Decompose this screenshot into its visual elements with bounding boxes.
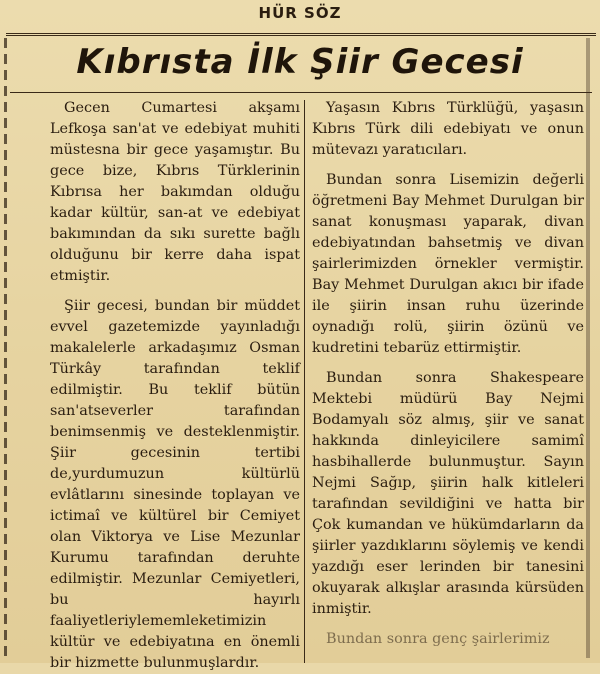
right-border	[586, 38, 590, 658]
right-paragraph-3: Bundan sonra Shakespeare Mektebi müdürü Bay Nejmi Bodamyalı söz almış, şiir ve sanat hakkında dinleyicilere samimî hasbihallerde bulunmuştur. Sayın Nejmi Sağıp, şiirin halk kitleleri tarafından sevildiğini ve hatta bir Çok kumandan ve hükümdarların da şiirler yazdıklarını söylemiş ve kendi yazdığı eser lerinden bir tanesini okuyarak alkışlar arasında kürsüden inmiştir.	[312, 370, 584, 617]
left-paragraph-1: Gecen Cumartesi akşamı Lefkoşa san'at ve edebiyat muhiti müstesna bir gece yaşamıştır. Bu gece bize, Kıbrıs Türklerinin Kıbrısa her bakımdan olduğu kadar kültür, san-at ve edebiyat bakımından da sıkı surette bağlı olduğunu bir kerre daha ispat etmiştir.	[50, 100, 300, 284]
right-paragraph-1: Yaşasın Kıbrıs Türklüğü, yaşasın Kıbrıs Türk dili edebiyatı ve onun mütevazı yaratıcıları.	[312, 100, 584, 158]
left-border	[4, 38, 7, 658]
right-paragraph-4-cut: Bundan sonra genç şairlerimiz	[326, 631, 550, 647]
right-column	[312, 98, 584, 650]
masthead: HÜR SÖZ	[258, 4, 342, 22]
left-column	[50, 98, 300, 674]
article-headline: Kıbrısta İlk Şiir Gecesi	[76, 42, 524, 82]
left-paragraph-2: Şiir gecesi, bundan bir müddet evvel gazetemizde yayınladığı makalelerle arkadaşımız Osman Türkây tarafından teklif edilmiştir. Bu teklif bütün san'atseverler tarafından benimsenmiş ve desteklenmiştir. Şiir gecesinin tertibi de,yurdumuzun kültürlü evlâtlarını sinesinde toplayan ve ictimaî ve kültürel bir Cemiyet olan Viktorya ve Lise Mezunlar Kurumu tarafından deruhte edilmiştir. Mezunlar Cemiyetleri, bu hayırlı faaliyetleriylememleketimizin kültür ve edebiyatına en önemli bir hizmette bulunmuşlardır.	[50, 298, 300, 671]
headline-rule	[10, 92, 592, 93]
top-rule	[6, 33, 596, 36]
column-divider	[304, 100, 305, 663]
right-paragraph-2: Bundan sonra Lisemizin değerli öğretmeni Bay Mehmet Durulgan bir sanat konuşması yaparak, divan edebiyatından bahsetmiş ve divan şairlerimizden örnekler vermiştir. Bay Mehmet Durulgan akıcı bir ifade ile şiirin insan ruhu üzerinde oynadığı rolü, şiirin özünü ve kudretini tebarüz ettirmiştir.	[312, 172, 584, 356]
